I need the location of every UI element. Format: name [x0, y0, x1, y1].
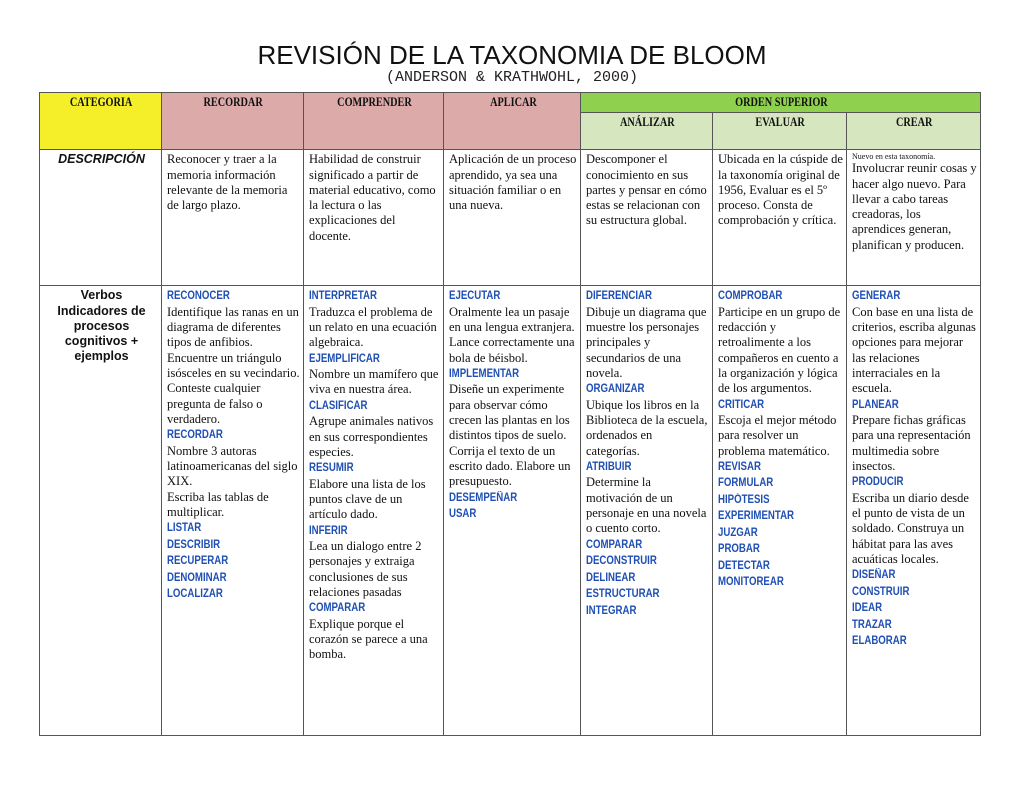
- verb-label: DIFERENCIAR: [586, 290, 653, 303]
- example-text: Elabore una lista de los puntos clave de un artículo dado.: [309, 476, 426, 522]
- bloom-taxonomy-table: [39, 92, 981, 736]
- example-text: Participe en un grupo de redacción y retroalimente a los compañeros en cuento a la organización y lógica de los argumentos.: [718, 304, 841, 396]
- example-text: Nombre 3 autoras latinoamericanas del siglo XIX.: [167, 443, 298, 489]
- verb-label: IMPLEMENTAR: [449, 367, 520, 380]
- verb-label: LOCALIZAR: [167, 588, 223, 601]
- row-label-verbos: Verbos Indicadores de procesos cognitivos + ejemplos: [40, 286, 162, 736]
- example-text: Traduzca el problema de un relato en una ecuación algebraica.: [309, 304, 437, 350]
- verb-label: DETECTAR: [718, 559, 770, 572]
- desc-crear-text: Involucrar reunir cosas y hacer algo nuevo. Para llevar a cabo tareas creadoras, los aprendices generan, planifican y producen.: [852, 161, 977, 252]
- verb-label: ATRIBUIR: [586, 460, 632, 473]
- verbs-evaluar: [713, 286, 847, 736]
- example-text: Escriba las tablas de multiplicar.: [167, 489, 269, 519]
- verb-label: COMPROBAR: [718, 290, 783, 303]
- example-text: Escoja el mejor método para resolver un problema matemático.: [718, 413, 837, 458]
- verb-label: INTERPRETAR: [309, 290, 377, 303]
- example-text: Escriba un diario desde el punto de vista de un soldado. Construya un hábitat para las aves acuáticas locales.: [852, 490, 969, 566]
- header-recordar: RECORDAR: [162, 93, 304, 150]
- example-text: Lea un dialogo entre 2 personajes y extraiga conclusiones de sus relaciones pasadas: [309, 539, 422, 599]
- verb-label: ORGANIZAR: [586, 383, 645, 396]
- verb-label: TRAZAR: [852, 618, 892, 631]
- header-evaluar: EVALUAR: [713, 113, 847, 150]
- verb-label: PRODUCIR: [852, 476, 904, 489]
- verb-label: DESEMPEÑAR: [449, 491, 518, 504]
- desc-aplicar: Aplicación de un proceso aprendido, ya sea una situación familiar o en una nueva.: [444, 150, 581, 286]
- verb-label: DISEÑAR: [852, 569, 896, 582]
- verb-label: INFERIR: [309, 524, 348, 537]
- verb-label: EJEMPLIFICAR: [309, 352, 380, 365]
- verb-label: HIPÓTESIS: [718, 493, 770, 506]
- desc-recordar: Reconocer y traer a la memoria información relevante de la memoria de largo plazo.: [162, 150, 304, 286]
- verb-label: RECONOCER: [167, 290, 230, 303]
- example-text: Con base en una lista de criterios, escriba algunas opciones para mejorar las relaciones interraciales en la escuela.: [852, 304, 976, 396]
- verb-label: ELABORAR: [852, 635, 907, 648]
- verb-label: FORMULAR: [718, 477, 774, 490]
- verb-label: INTEGRAR: [586, 604, 637, 617]
- verb-label: EXPERIMENTAR: [718, 510, 795, 523]
- verb-label: CLASIFICAR: [309, 399, 368, 412]
- verb-label: MONITOREAR: [718, 576, 784, 589]
- verbs-analizar: [581, 286, 713, 736]
- desc-crear-note: Nuevo en esta taxonomía.: [852, 152, 936, 162]
- example-text: Explique porque el corazón se parece a una bomba.: [309, 616, 428, 662]
- desc-evaluar: Ubicada en la cúspide de la taxonomía original de 1956, Evaluar es el 5º proceso. Consta de comprobación y crítica.: [713, 150, 847, 286]
- verb-label: DELINEAR: [586, 571, 636, 584]
- header-aplicar: APLICAR: [444, 93, 581, 150]
- verb-label: JUZGAR: [718, 526, 758, 539]
- verb-label: DENOMINAR: [167, 571, 227, 584]
- page-title: REVISIÓN DE LA TAXONOMIA DE BLOOM: [257, 40, 767, 70]
- verbs-comprender: [304, 286, 444, 736]
- verbs-crear: [847, 286, 981, 736]
- verb-label: CONSTRUIR: [852, 585, 910, 598]
- example-text: Ubique los libros en la Biblioteca de la escuela, ordenados en categorías.: [586, 397, 708, 458]
- header-analizar: ANÁLIZAR: [581, 113, 713, 150]
- row-label-descripcion: DESCRIPCIÓN: [40, 150, 162, 286]
- desc-analizar: Descomponer el conocimiento en sus partes y pensar en cómo estas se relacionan con su estructura global.: [581, 150, 713, 286]
- example-text: Identifique las ranas en un diagrama de diferentes tipos de anfibios.: [167, 304, 299, 350]
- example-text: Corrija el texto de un escrito dado. Elabore un presupuesto.: [449, 443, 571, 489]
- verb-label: RECORDAR: [167, 429, 223, 442]
- page-subtitle: (ANDERSON & KRATHWOHL, 2000): [385, 69, 639, 86]
- verb-label: PROBAR: [718, 543, 760, 556]
- verb-label: COMPARAR: [309, 602, 366, 615]
- verb-label: GENERAR: [852, 290, 901, 303]
- example-text: Diseñe un experimente para observar cómo crecen las plantas en los distintos tipos de suelo.: [449, 382, 570, 443]
- example-text: Conteste cualquier pregunta de falso o verdadero.: [167, 381, 263, 426]
- desc-crear: [847, 150, 981, 286]
- verb-label: DESCRIBIR: [167, 538, 221, 551]
- example-text: Prepare fichas gráficas para una representación multimedia sobre insectos.: [852, 413, 971, 473]
- verb-label: ESTRUCTURAR: [586, 588, 660, 601]
- verb-label: EJECUTAR: [449, 290, 501, 303]
- verb-label: PLANEAR: [852, 398, 899, 411]
- example-text: Oralmente lea un pasaje en una lengua extranjera. Lance correctamente una bola de béisbol.: [449, 304, 575, 365]
- verb-label: REVISAR: [718, 460, 761, 473]
- verb-label: RECUPERAR: [167, 555, 229, 568]
- header-orden-superior: ORDEN SUPERIOR: [581, 93, 981, 113]
- example-text: Encuentre un triángulo isósceles en su vecindario.: [167, 350, 300, 380]
- example-text: Nombre un mamífero que viva en nuestra área.: [309, 367, 439, 397]
- verb-label: RESUMIR: [309, 462, 354, 475]
- example-text: Determine la motivación de un personaje en una novela o cuento corto.: [586, 475, 707, 536]
- verb-label: COMPARAR: [586, 538, 643, 551]
- example-text: Agrupe animales nativos en sus correspondientes especies.: [309, 414, 434, 459]
- header-categoria: CATEGORIA: [40, 93, 162, 150]
- verbs-aplicar: [444, 286, 581, 736]
- example-text: Dibuje un diagrama que muestre los personajes principales y secundarios de una novela.: [586, 304, 707, 380]
- header-crear: CREAR: [847, 113, 981, 150]
- verb-label: IDEAR: [852, 602, 883, 615]
- desc-comprender: Habilidad de construir significado a partir de material educativo, como la lectura o las explicaciones del docente.: [304, 150, 444, 286]
- verb-label: USAR: [449, 508, 477, 521]
- verb-label: CRITICAR: [718, 398, 765, 411]
- header-comprender: COMPRENDER: [304, 93, 444, 150]
- verb-label: LISTAR: [167, 522, 202, 535]
- verb-label: DECONSTRUIR: [586, 555, 657, 568]
- verbs-recordar: [162, 286, 304, 736]
